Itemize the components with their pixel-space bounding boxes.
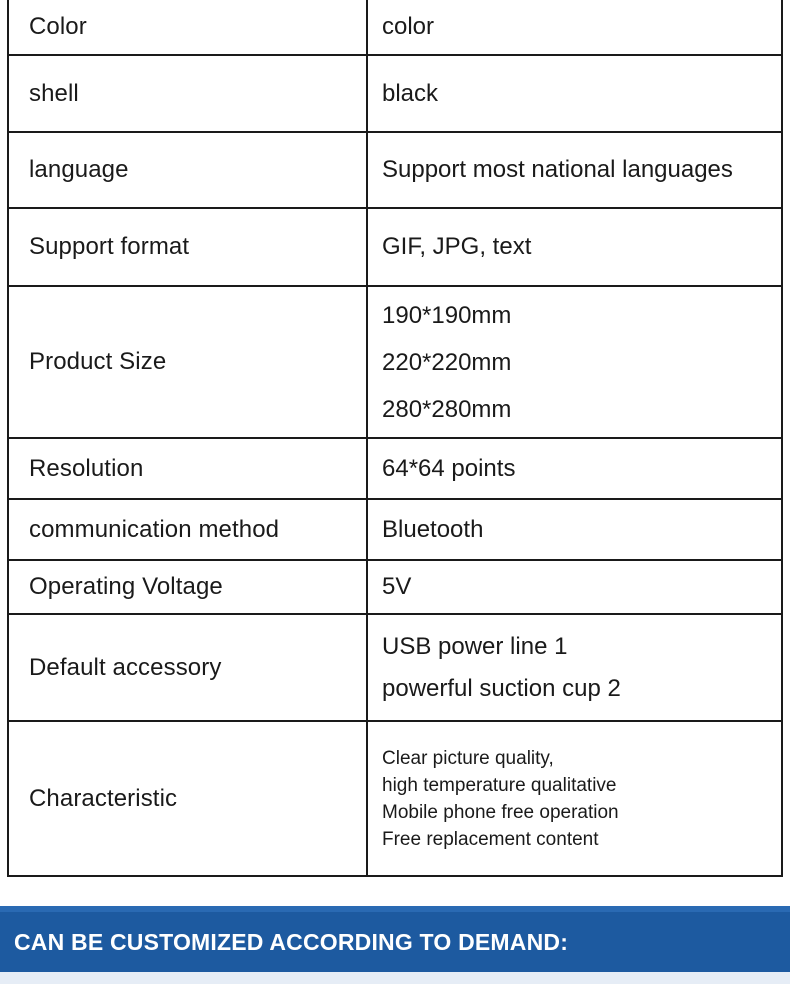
- spec-value-line: black: [382, 79, 439, 107]
- spec-value-line: 190*190mm: [382, 301, 512, 329]
- table-row: [8, 132, 782, 208]
- spec-value-line: Support most national languages: [382, 156, 733, 183]
- spec-label: Default accessory: [8, 614, 367, 721]
- customization-banner: [0, 906, 790, 984]
- spec-value-line: high temperature qualitative: [382, 774, 617, 796]
- spec-value-line: Clear picture quality,: [382, 747, 554, 769]
- spec-value: [367, 721, 782, 876]
- table-row: [8, 55, 782, 132]
- table-row: [8, 286, 782, 438]
- spec-value-line: 64*64 points: [382, 454, 516, 482]
- spec-value-line: Mobile phone free operation: [382, 801, 619, 823]
- spec-value: [367, 0, 782, 55]
- table-row: [8, 499, 782, 560]
- table-row: [8, 560, 782, 614]
- table-row: [8, 721, 782, 876]
- spec-label: language: [8, 132, 367, 208]
- banner-title: CAN BE CUSTOMIZED ACCORDING TO DEMAND:: [14, 929, 569, 955]
- spec-value-line: color: [382, 12, 435, 40]
- table-row: [8, 438, 782, 499]
- spec-label: Characteristic: [8, 721, 367, 876]
- spec-value: [367, 560, 782, 614]
- spec-value-line: USB power line 1: [382, 632, 568, 660]
- spec-value-line: Free replacement content: [382, 828, 599, 850]
- table-row: [8, 614, 782, 721]
- spec-value: [367, 614, 782, 721]
- spec-value-line: 220*220mm: [382, 348, 512, 376]
- spec-label: communication method: [8, 499, 367, 560]
- spec-value: [367, 132, 782, 208]
- spec-label: Color: [8, 0, 367, 55]
- spec-label: shell: [8, 55, 367, 132]
- table-row: [8, 208, 782, 286]
- spec-value: [367, 208, 782, 286]
- spec-value: [367, 55, 782, 132]
- spec-value-line: 5V: [382, 573, 412, 600]
- spec-value-line: GIF, JPG, text: [382, 233, 532, 260]
- spec-value: [367, 286, 782, 438]
- spec-label: Product Size: [8, 286, 367, 438]
- table-row: [8, 0, 782, 55]
- spec-table: [7, 0, 783, 877]
- banner-top-strip: [0, 906, 790, 912]
- spec-value: [367, 438, 782, 499]
- spec-value: [367, 499, 782, 560]
- spec-label: Resolution: [8, 438, 367, 499]
- spec-value-line: 280*280mm: [382, 395, 512, 423]
- spec-label: Support format: [8, 208, 367, 286]
- spec-label: Operating Voltage: [8, 560, 367, 614]
- spec-value-line: Bluetooth: [382, 515, 484, 543]
- banner-bottom-strip: [0, 972, 790, 984]
- spec-value-line: powerful suction cup 2: [382, 674, 621, 702]
